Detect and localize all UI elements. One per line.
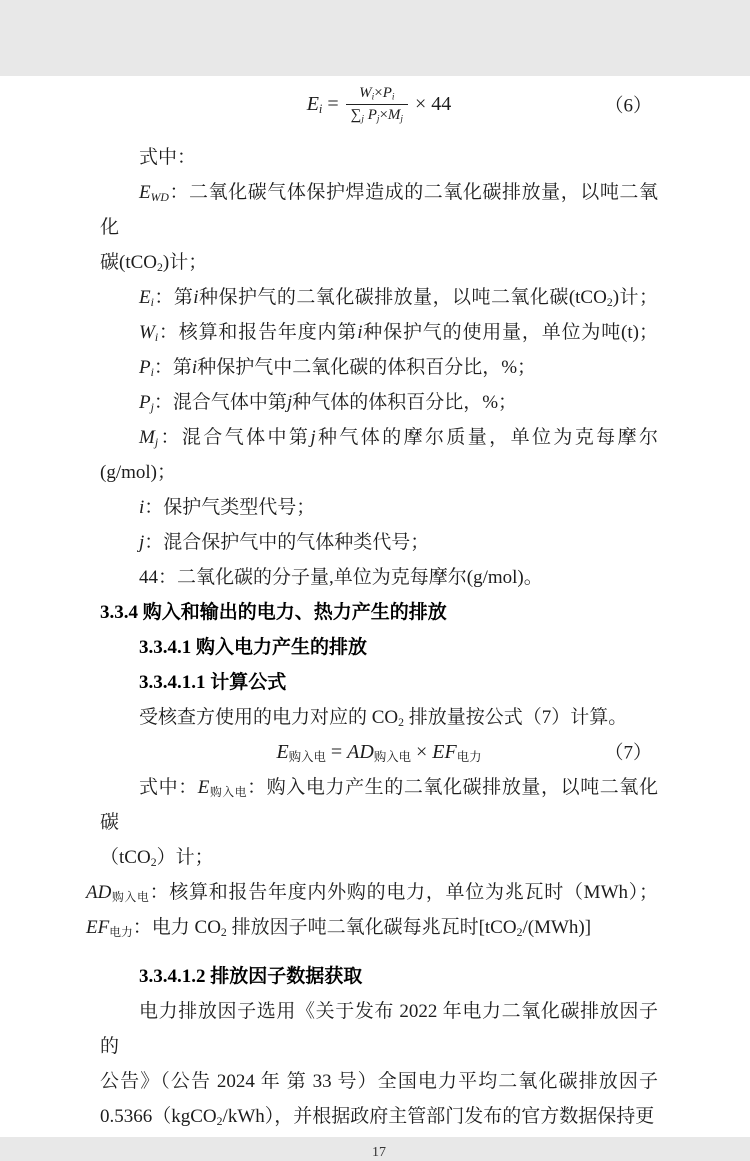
definition-ewd-line1: $E_{WD}$：二氧化碳气体保护焊造成的二氧化碳排放量，以吨二氧化 [100, 182, 658, 238]
formula-7 [100, 735, 658, 770]
definition-ei: $E_i$：第i种保护气的二氧化碳排放量，以吨二氧化碳(tCO$_2$)计； [139, 287, 658, 309]
formula-6-number: （6） [604, 95, 652, 117]
definition-44: 44：二氧化碳的分子量,单位为克每摩尔(g/mol)。 [139, 567, 543, 588]
formula-6-suffix: × 44 [415, 92, 452, 115]
document-page [0, 76, 750, 1160]
page-number: 17 [372, 1145, 386, 1160]
section-heading-3-3-4-1: 3.3.4.1 购入电力产生的排放 [139, 637, 368, 658]
formula-6-lhs: $E_i$ = [306, 92, 339, 116]
paragraph-formula7-intro: 受核查方使用的电力对应的 $CO_2$ 排放量按公式（7）计算。 [139, 707, 628, 729]
where7-line1: 式中：$E_{购入电}$：购入电力产生的二氧化碳排放量，以吨二氧化碳 [100, 777, 658, 833]
formula-6 [100, 76, 658, 132]
definition-j: j：混合保护气中的气体种类代号； [139, 532, 430, 553]
formula-7-number: （7） [604, 742, 652, 763]
section-heading-3-3-4-1-2: 3.3.4.1.2 排放因子数据获取 [139, 966, 363, 987]
formula-7-body: $E_{购入电} = AD_{购入电} \times EF_{电力}$ [276, 741, 482, 765]
paragraph-factor-line3: 0.5366（kgCO$_2$/kWh），并根据政府主管部门发布的官方数据保持更 [100, 1106, 655, 1128]
where6-label: 式中： [139, 147, 197, 168]
definition-wi: $W_i$：核算和报告年度内第i种保护气的使用量，单位为吨(t)； [139, 322, 658, 344]
paragraph-factor-line2: 公告》（公告 2024 年 第 33 号）全国电力平均二氧化碳排放因子 [100, 1071, 658, 1092]
definition-pi: $P_i$：第i种保护气中二氧化碳的体积百分比，%； [139, 357, 537, 379]
formula-6-fraction [346, 85, 408, 124]
formula-6-numerator: $W_i\times P_i$ [346, 85, 408, 105]
formula-6-denominator: $\sum_j$ $P_j\times M_j$ [350, 106, 404, 124]
paragraph-factor-line1: 电力排放因子选用《关于发布 2022 年电力二氧化碳排放因子的 [100, 1001, 658, 1057]
definition-ewd-line2: 碳(tCO$_2$)计； [100, 252, 208, 274]
definition-ad: $AD_{购入电}$：核算和报告年度内外购的电力，单位为兆瓦时（MWh）； [86, 882, 658, 904]
definition-pj: $P_j$：混合气体中第j种气体的体积百分比，%； [139, 392, 518, 414]
definition-i: i：保护气类型代号； [139, 497, 316, 518]
where7-line2: （tCO$_2$）计； [100, 847, 214, 869]
section-heading-3-3-4: 3.3.4 购入和输出的电力、热力产生的排放 [100, 602, 447, 623]
definition-ef: $EF_{电力}$：电力 $CO_2$ 排放因子吨二氧化碳每兆瓦时[tCO$_2$/(MWh)] [86, 917, 592, 939]
section-heading-3-3-4-1-1: 3.3.4.1.1 计算公式 [139, 672, 287, 693]
definition-mj: $M_j$：混合气体中第j种气体的摩尔质量，单位为克每摩尔(g/mol)； [100, 427, 658, 483]
